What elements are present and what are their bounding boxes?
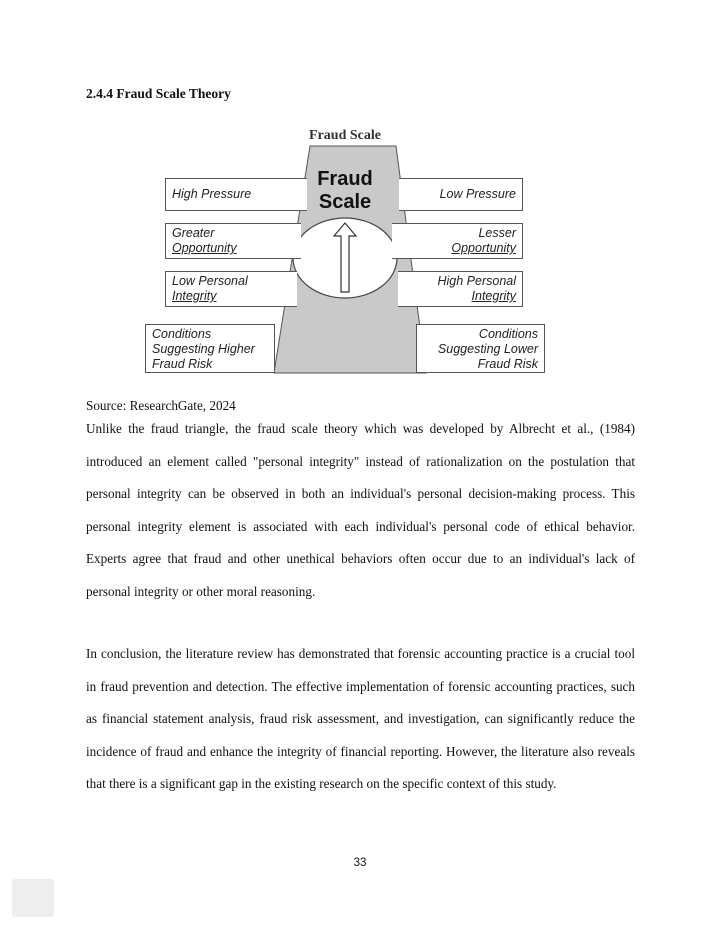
page-number: 33 bbox=[353, 857, 367, 869]
box-conditions-higher bbox=[145, 324, 275, 373]
box-text-line2: Integrity bbox=[471, 289, 516, 303]
box-text-line1: Lesser bbox=[478, 226, 516, 240]
box-high-pressure bbox=[165, 178, 307, 211]
scale-label bbox=[305, 168, 385, 214]
box-text-line2: Suggesting Higher bbox=[152, 342, 255, 356]
body-paragraph: Unlike the fraud triangle, the fraud scale theory which was developed by Albrecht et al., (1984) introduced an element called "personal integrity" instead of rationalization on the postulation that personal integrity can be observed in both an individual's personal decision-making process. This personal integrity element is associated with each individual's personal code of ethical behavior. Experts agree that fraud and other unethical behaviors often occur due to an individual's lack of personal integrity or other moral reasoning. bbox=[86, 421, 635, 599]
box-lesser-opportunity bbox=[392, 223, 523, 259]
body-paragraph: In conclusion, the literature review has demonstrated that forensic accounting practice is a crucial tool in fraud prevention and detection. The effective implementation of forensic accounting practices, such as financial statement analysis, fraud risk assessment, and investigation, can significantly reduce the incidence of fraud and enhance the integrity of financial reporting. However, the literature also reveals that there is a significant gap in the existing research on the specific context of this study. bbox=[86, 646, 635, 792]
box-text-line1: Conditions bbox=[478, 327, 538, 341]
box-low-pressure bbox=[399, 178, 523, 211]
box-text-line2: Opportunity bbox=[451, 241, 516, 255]
fraud-scale-figure bbox=[140, 126, 550, 382]
box-text: High Pressure bbox=[172, 187, 252, 201]
box-high-personal-integrity bbox=[398, 271, 523, 307]
box-text: Low Pressure bbox=[439, 187, 516, 201]
viewer-corner-widget[interactable] bbox=[12, 879, 54, 917]
box-greater-opportunity bbox=[165, 223, 301, 259]
box-text-line2: Suggesting Lower bbox=[437, 342, 538, 356]
box-text-line2: Opportunity bbox=[172, 241, 237, 255]
box-text-line2: Integrity bbox=[172, 289, 217, 303]
box-text-line1: Greater bbox=[172, 226, 215, 240]
box-low-personal-integrity bbox=[165, 271, 297, 307]
box-text-line1: High Personal bbox=[437, 274, 516, 288]
scale-label-line2: Scale bbox=[318, 191, 372, 213]
figure-title: Fraud Scale bbox=[309, 128, 381, 143]
box-text-line3: Fraud Risk bbox=[152, 357, 213, 371]
scale-label-line1: Fraud bbox=[317, 168, 373, 190]
section-heading: 2.4.4 Fraud Scale Theory bbox=[86, 86, 231, 101]
figure-source: Source: ResearchGate, 2024 bbox=[86, 398, 236, 413]
box-text-line1: Conditions bbox=[152, 327, 212, 341]
box-conditions-lower bbox=[416, 324, 545, 373]
box-text-line3: Fraud Risk bbox=[477, 357, 538, 371]
box-text-line1: Low Personal bbox=[172, 274, 248, 288]
